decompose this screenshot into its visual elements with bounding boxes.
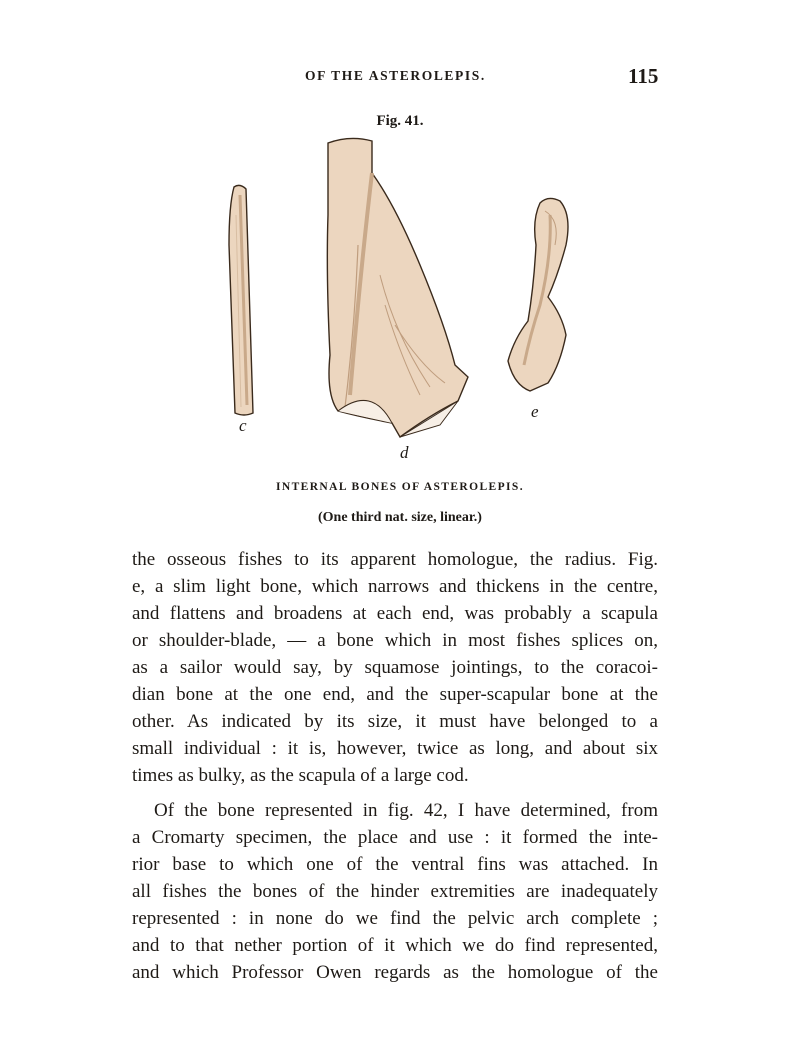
text-line: small individual : it is, however, twice as long, and about six [132, 738, 658, 759]
text-line: other. As indicated by its size, it must have belonged to a [132, 711, 658, 732]
text-line: Of the bone represented in fig. 42, I have determined, from [154, 800, 658, 821]
body-text [132, 546, 658, 986]
paragraph-1 [132, 546, 658, 789]
bone-c-illustration [229, 185, 253, 415]
text-line: all fishes the bones of the hinder extremities are inadequately [132, 881, 658, 902]
label-c: c [239, 416, 247, 435]
text-line: represented : in none do we find the pelvic arch complete ; [132, 908, 658, 929]
text-line: and which Professor Owen regards as the homologue of the [132, 962, 658, 983]
figure-caption: INTERNAL BONES OF ASTEROLEPIS. [276, 481, 524, 493]
bone-e-illustration [508, 198, 568, 391]
figure-label: Fig. 41. [376, 113, 424, 129]
text-line: the osseous fishes to its apparent homologue, the radius. Fig. [132, 549, 658, 570]
bones-illustration [0, 125, 800, 470]
bone-d-illustration [327, 138, 468, 437]
running-title: OF THE ASTEROLEPIS. [305, 68, 486, 83]
figure-41 [0, 125, 800, 470]
text-line: e, a slim light bone, which narrows and thickens in the centre, [132, 576, 658, 597]
text-line: times as bulky, as the scapula of a large cod. [132, 765, 469, 786]
paragraph-2 [132, 797, 658, 986]
text-line: a Cromarty specimen, the place and use : it formed the inte- [132, 827, 658, 848]
text-line: rior base to which one of the ventral fins was attached. In [132, 854, 658, 875]
text-line: or shoulder-blade, — a bone which in most fishes splices on, [132, 630, 658, 651]
figure-caption-scale: (One third nat. size, linear.) [318, 510, 482, 525]
text-line: as a sailor would say, by squamose jointings, to the coracoi- [132, 657, 658, 678]
text-line: and to that nether portion of it which we do find represented, [132, 935, 658, 956]
text-line: dian bone at the one end, and the super-scapular bone at the [132, 684, 658, 705]
text-line: and flattens and broadens at each end, was probably a scapula [132, 603, 658, 624]
running-head [0, 66, 800, 90]
label-e: e [531, 402, 539, 421]
label-d: d [400, 443, 409, 462]
page-number: 115 [628, 64, 659, 88]
